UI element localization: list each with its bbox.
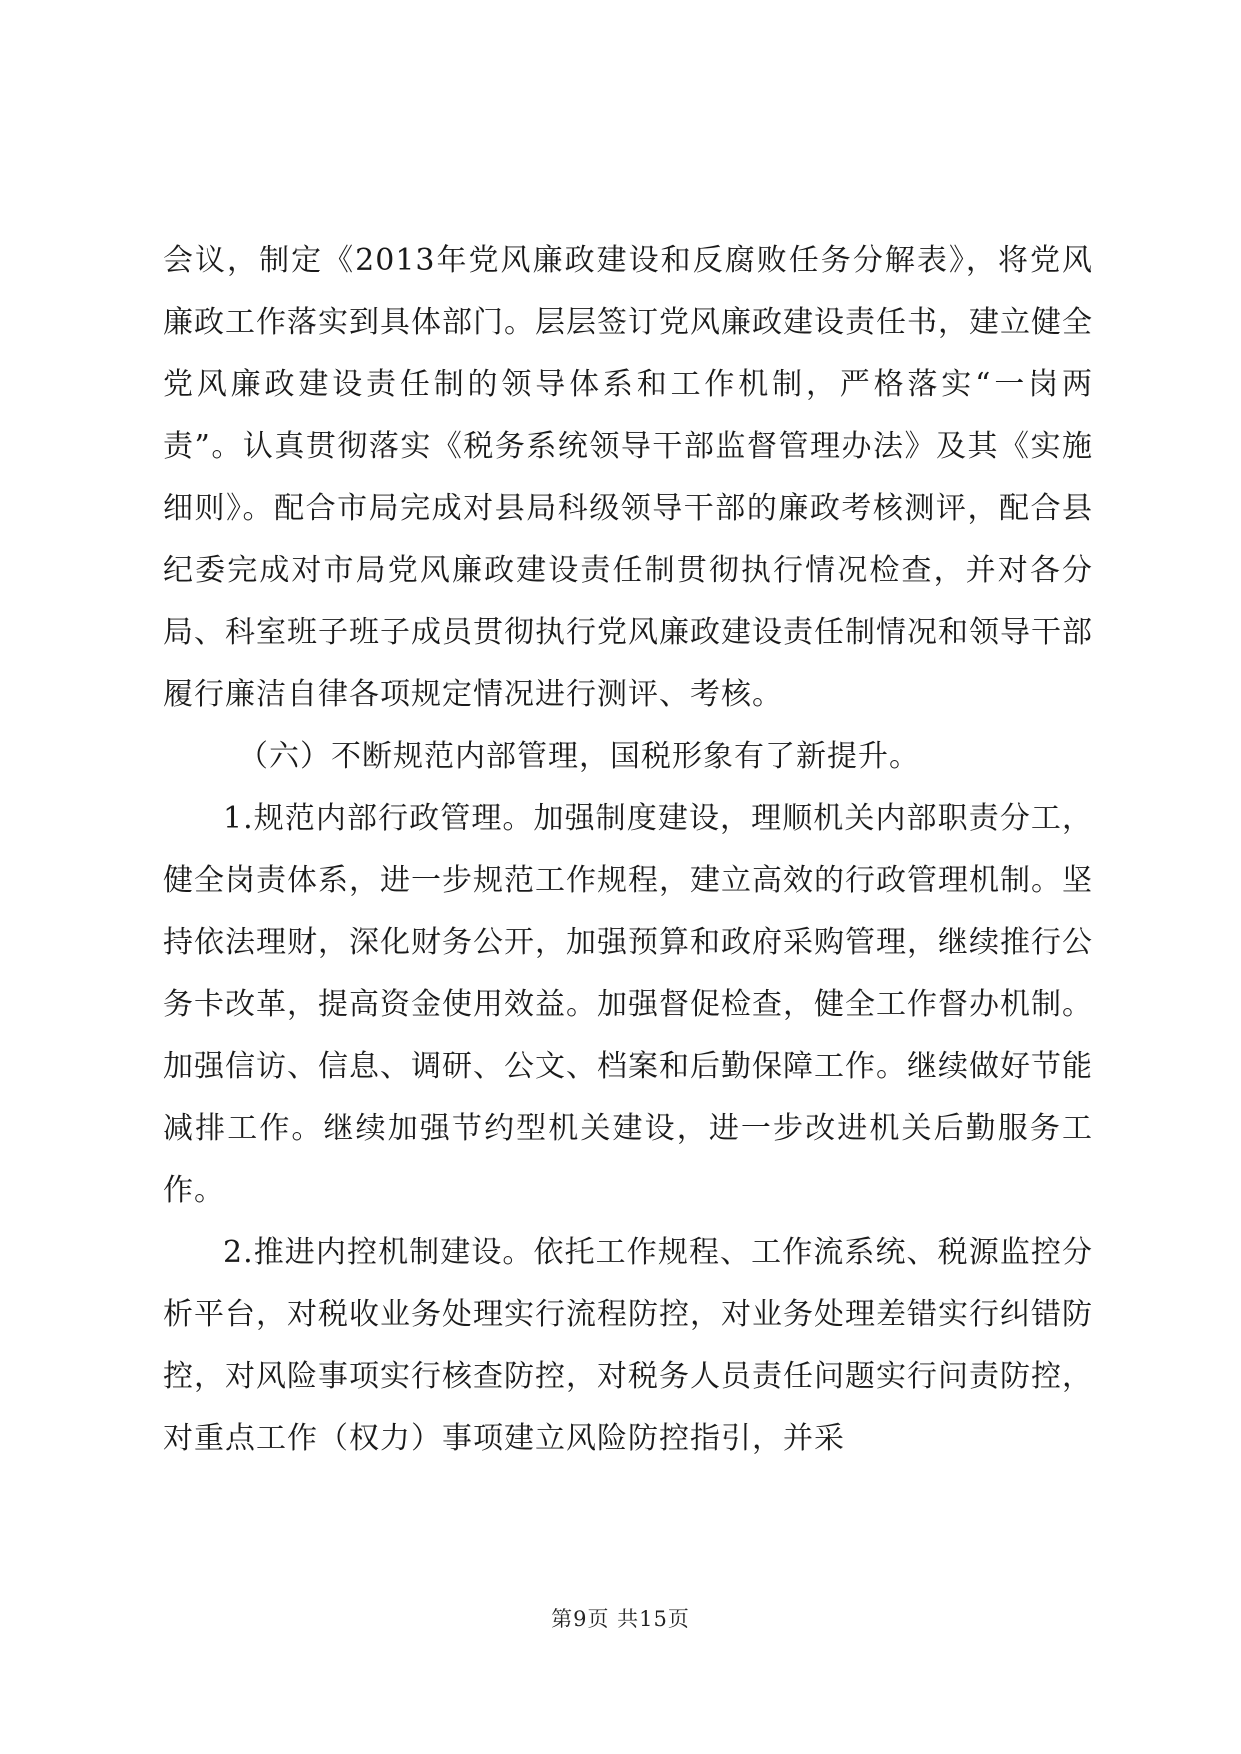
paragraph-item-2: 2.推进内控机制建设。依托工作规程、工作流系统、税源监控分析平台，对税收业务处理实行流程防控，对业务处理差错实行纠错防控，对风险事项实行核查防控，对税务人员责任问题实行问责防控，对重点工作（权力）事项建立风险防控指引，并采 (163, 1235, 1093, 1456)
page-number-footer: 第9页 共15页 (551, 1607, 690, 1631)
paragraph-item-1: 1.规范内部行政管理。加强制度建设，理顺机关内部职责分工，健全岗责体系，进一步规范工作规程，建立高效的行政管理机制。坚持依法理财，深化财务公开，加强预算和政府采购管理，继续推行公务卡改革，提高资金使用效益。加强督促检查，健全工作督办机制。加强信访、信息、调研、公文、档案和后勤保障工作。继续做好节能减排工作。继续加强节约型机关建设，进一步改进机关后勤服务工作。 (163, 801, 1093, 1208)
paragraph-continuation: 会议，制定《2013年党风廉政建设和反腐败任务分解表》，将党风廉政工作落实到具体部门。层层签订党风廉政建设责任书，建立健全党风廉政建设责任制的领导体系和工作机制，严格落实“一岗两责”。认真贯彻落实《税务系统领导干部监督管理办法》及其《实施细则》。配合市局完成对县局科级领导干部的廉政考核测评，配合县纪委完成对市局党风廉政建设责任制贯彻执行情况检查，并对各分局、科室班子班子成员贯彻执行党风廉政建设责任制情况和领导干部履行廉洁自律各项规定情况进行测评、考核。 (163, 243, 1093, 712)
document-body (163, 230, 1093, 1470)
section-heading: （六）不断规范内部管理，国税形象有了新提升。 (238, 739, 920, 774)
